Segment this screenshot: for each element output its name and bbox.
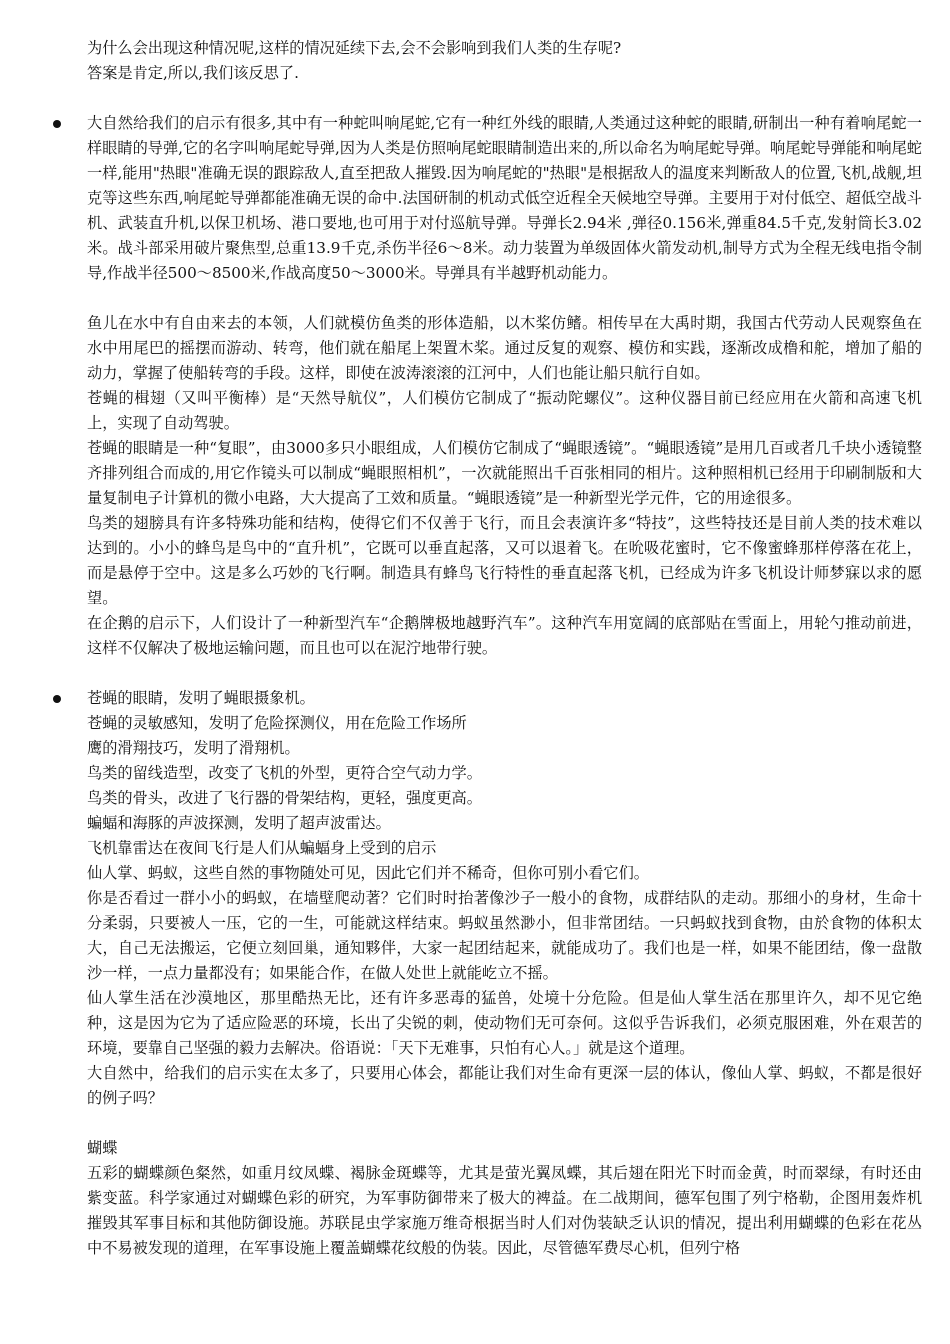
spacer: [87, 1111, 922, 1136]
bullet-section-1: [87, 111, 922, 661]
paragraph-bird-wings: 鸟类的翅膀具有许多特殊功能和结构，使得它们不仅善于飞行，而且会表演许多“特技”，这些特技还是目前人类的技术难以达到的。小小的蜂鸟是鸟中的“直升机”，它既可以垂直起落，又可以退着飞。在吮吸花蜜时，它不像蜜蜂那样停落在花上，而是悬停于空中。这是多么巧妙的飞行啊。制造具有蜂鸟飞行特性的垂直起落飞机，已经成为许多飞机设计师梦寐以求的愿望。: [87, 514, 922, 607]
bullet-section-2: [87, 686, 922, 1261]
short-line: 仙人掌、蚂蚁，这些自然的事物随处可见，因此它们并不稀奇，但你可别小看它们。: [87, 864, 649, 882]
spacer: [87, 86, 922, 111]
paragraph-rattlesnake: 大自然给我们的启示有很多,其中有一种蛇叫响尾蛇,它有一种红外线的眼睛,人类通过这种蛇的眼睛,研制出一种有着响尾蛇一样眼睛的导弹,它的名字叫响尾蛇导弹,因为人类是仿照响尾蛇眼睛制造出来的,所以命名为响尾蛇导弹。响尾蛇导弹能和响尾蛇一样,能用"热眼"准确无误的跟踪敌人,直至把敌人摧毁.因为响尾蛇的"热眼"是根据敌人的温度来判断敌人的位置,飞机,战舰,坦克等这些东西,响尾蛇导弹都能准确无误的命中.法国研制的机动式低空近程全天候地空导弹。主要用于对付低空、超低空战斗机、武装直升机,以保卫机场、港口要地,也可用于对付巡航导弹。导弹长2.94米 ,弹径0.156米,弹重84.5千克,发射筒长3.02米。战斗部采用破片聚焦型,总重13.9千克,杀伤半径6～8米。动力装置为单级固体火箭发动机,制导方式为全程无线电指令制导,作战半径500～8500米,作战高度50～3000米。导弹具有半越野机动能力。: [87, 114, 922, 282]
short-line: 苍蝇的灵敏感知，发明了危险探测仪，用在危险工作场所: [87, 714, 467, 732]
short-line: 蝙蝠和海豚的声波探测，发明了超声波雷达。: [87, 814, 391, 832]
heading-butterfly: 蝴蝶: [87, 1139, 118, 1157]
intro-line-1: 为什么会出现这种情况呢,这样的情况延续下去,会不会影响到我们人类的生存呢?: [87, 39, 622, 57]
bullet-dot-icon: [53, 695, 61, 703]
paragraph-fish: 鱼儿在水中有自由来去的本领，人们就模仿鱼类的形体造船，以木桨仿鳍。相传早在大禹时期，我国古代劳动人民观察鱼在水中用尾巴的摇摆而游动、转弯，他们就在船尾上架置木桨。通过反复的观察、模仿和实践，逐渐改成橹和舵，增加了船的动力，掌握了使船转弯的手段。这样，即使在波涛滚滚的江河中，人们也能让船只航行自如。: [87, 314, 922, 382]
paragraph-cactus: 仙人掌生活在沙漠地区，那里酷热无比，还有许多恶毒的猛兽，处境十分危险。但是仙人掌生活在那里许久，却不见它绝种，这是因为它为了适应险恶的环境，长出了尖锐的刺，使动物们无可奈何。这似乎告诉我们，必须克服困难，外在艰苦的环境，要靠自己坚强的毅力去解决。俗语说：「天下无难事，只怕有心人。」就是这个道理。: [87, 989, 922, 1057]
short-line: 飞机靠雷达在夜间飞行是人们从蝙蝠身上受到的启示: [87, 839, 437, 857]
paragraph-penguin: 在企鹅的启示下，人们设计了一种新型汽车“企鹅牌极地越野汽车”。这种汽车用宽阔的底部贴在雪面上，用轮勺推动前进，这样不仅解决了极地运输问题，而且也可以在泥泞地带行驶。: [87, 614, 922, 657]
short-line: 鹰的滑翔技巧，发明了滑翔机。: [87, 739, 300, 757]
paragraph-ants: 你是否看过一群小小的蚂蚁，在墙壁爬动著？它们时时抬著像沙子一般小的食物，成群结队的走动。那细小的身材，生命十分柔弱，只要被人一压，它的一生，可能就这样结束。蚂蚁虽然渺小，但非常团结。一只蚂蚁找到食物，由於食物的体积太大，自己无法搬运，它便立刻回巢，通知夥伴，大家一起团结起来，就能成功了。我们也是一样，如果不能团结，像一盘散沙一样，一点力量都没有；如果能合作，在做人处世上就能屹立不摇。: [87, 889, 922, 982]
paragraph-fly-eye: 苍蝇的眼睛是一种“复眼”，由3000多只小眼组成，人们模仿它制成了“蝇眼透镜”。“蝇眼透镜”是用几百或者几千块小透镜整齐排列组合而成的,用它作镜头可以制成“蝇眼照相机”，一次就能照出千百张相同的相片。这种照相机已经用于印刷制版和大量复制电子计算机的微小电路，大大提高了工效和质量。“蝇眼透镜”是一种新型光学元件，它的用途很多。: [87, 439, 922, 507]
paragraph-nature: 大自然中，给我们的启示实在太多了，只要用心体会，都能让我们对生命有更深一层的体认，像仙人掌、蚂蚁，不都是很好的例子吗？: [87, 1064, 922, 1107]
paragraph-butterfly: 五彩的蝴蝶颜色粲然，如重月纹凤蝶、褐脉金斑蝶等，尤其是萤光翼凤蝶，其后翅在阳光下时而金黄，时而翠绿，有时还由紫变蓝。科学家通过对蝴蝶色彩的研究，为军事防御带来了极大的裨益。在二战期间，德军包围了列宁格勒，企图用轰炸机摧毁其军事目标和其他防御设施。苏联昆虫学家施万维奇根据当时人们对伪装缺乏认识的情况，提出利用蝴蝶的色彩在花丛中不易被发现的道理，在军事设施上覆盖蝴蝶花纹般的伪装。因此，尽管德军费尽心机，但列宁格: [87, 1164, 922, 1257]
bullet-dot-icon: [53, 120, 61, 128]
spacer: [87, 286, 922, 311]
short-line: 鸟类的骨头，改进了飞行器的骨架结构，更轻，强度更高。: [87, 789, 482, 807]
spacer: [87, 661, 922, 686]
intro-line-2: 答案是肯定,所以,我们该反思了.: [87, 64, 299, 82]
paragraph-fly-halteres: 苍蝇的楫翅（又叫平衡棒）是“天然导航仪”，人们模仿它制成了“振动陀螺仪”。这种仪器目前已经应用在火箭和高速飞机上，实现了自动驾驶。: [87, 389, 922, 432]
short-line: 鸟类的留线造型，改变了飞机的外型，更符合空气动力学。: [87, 764, 482, 782]
short-line: 苍蝇的眼睛，发明了蝇眼摄象机。: [87, 689, 315, 707]
